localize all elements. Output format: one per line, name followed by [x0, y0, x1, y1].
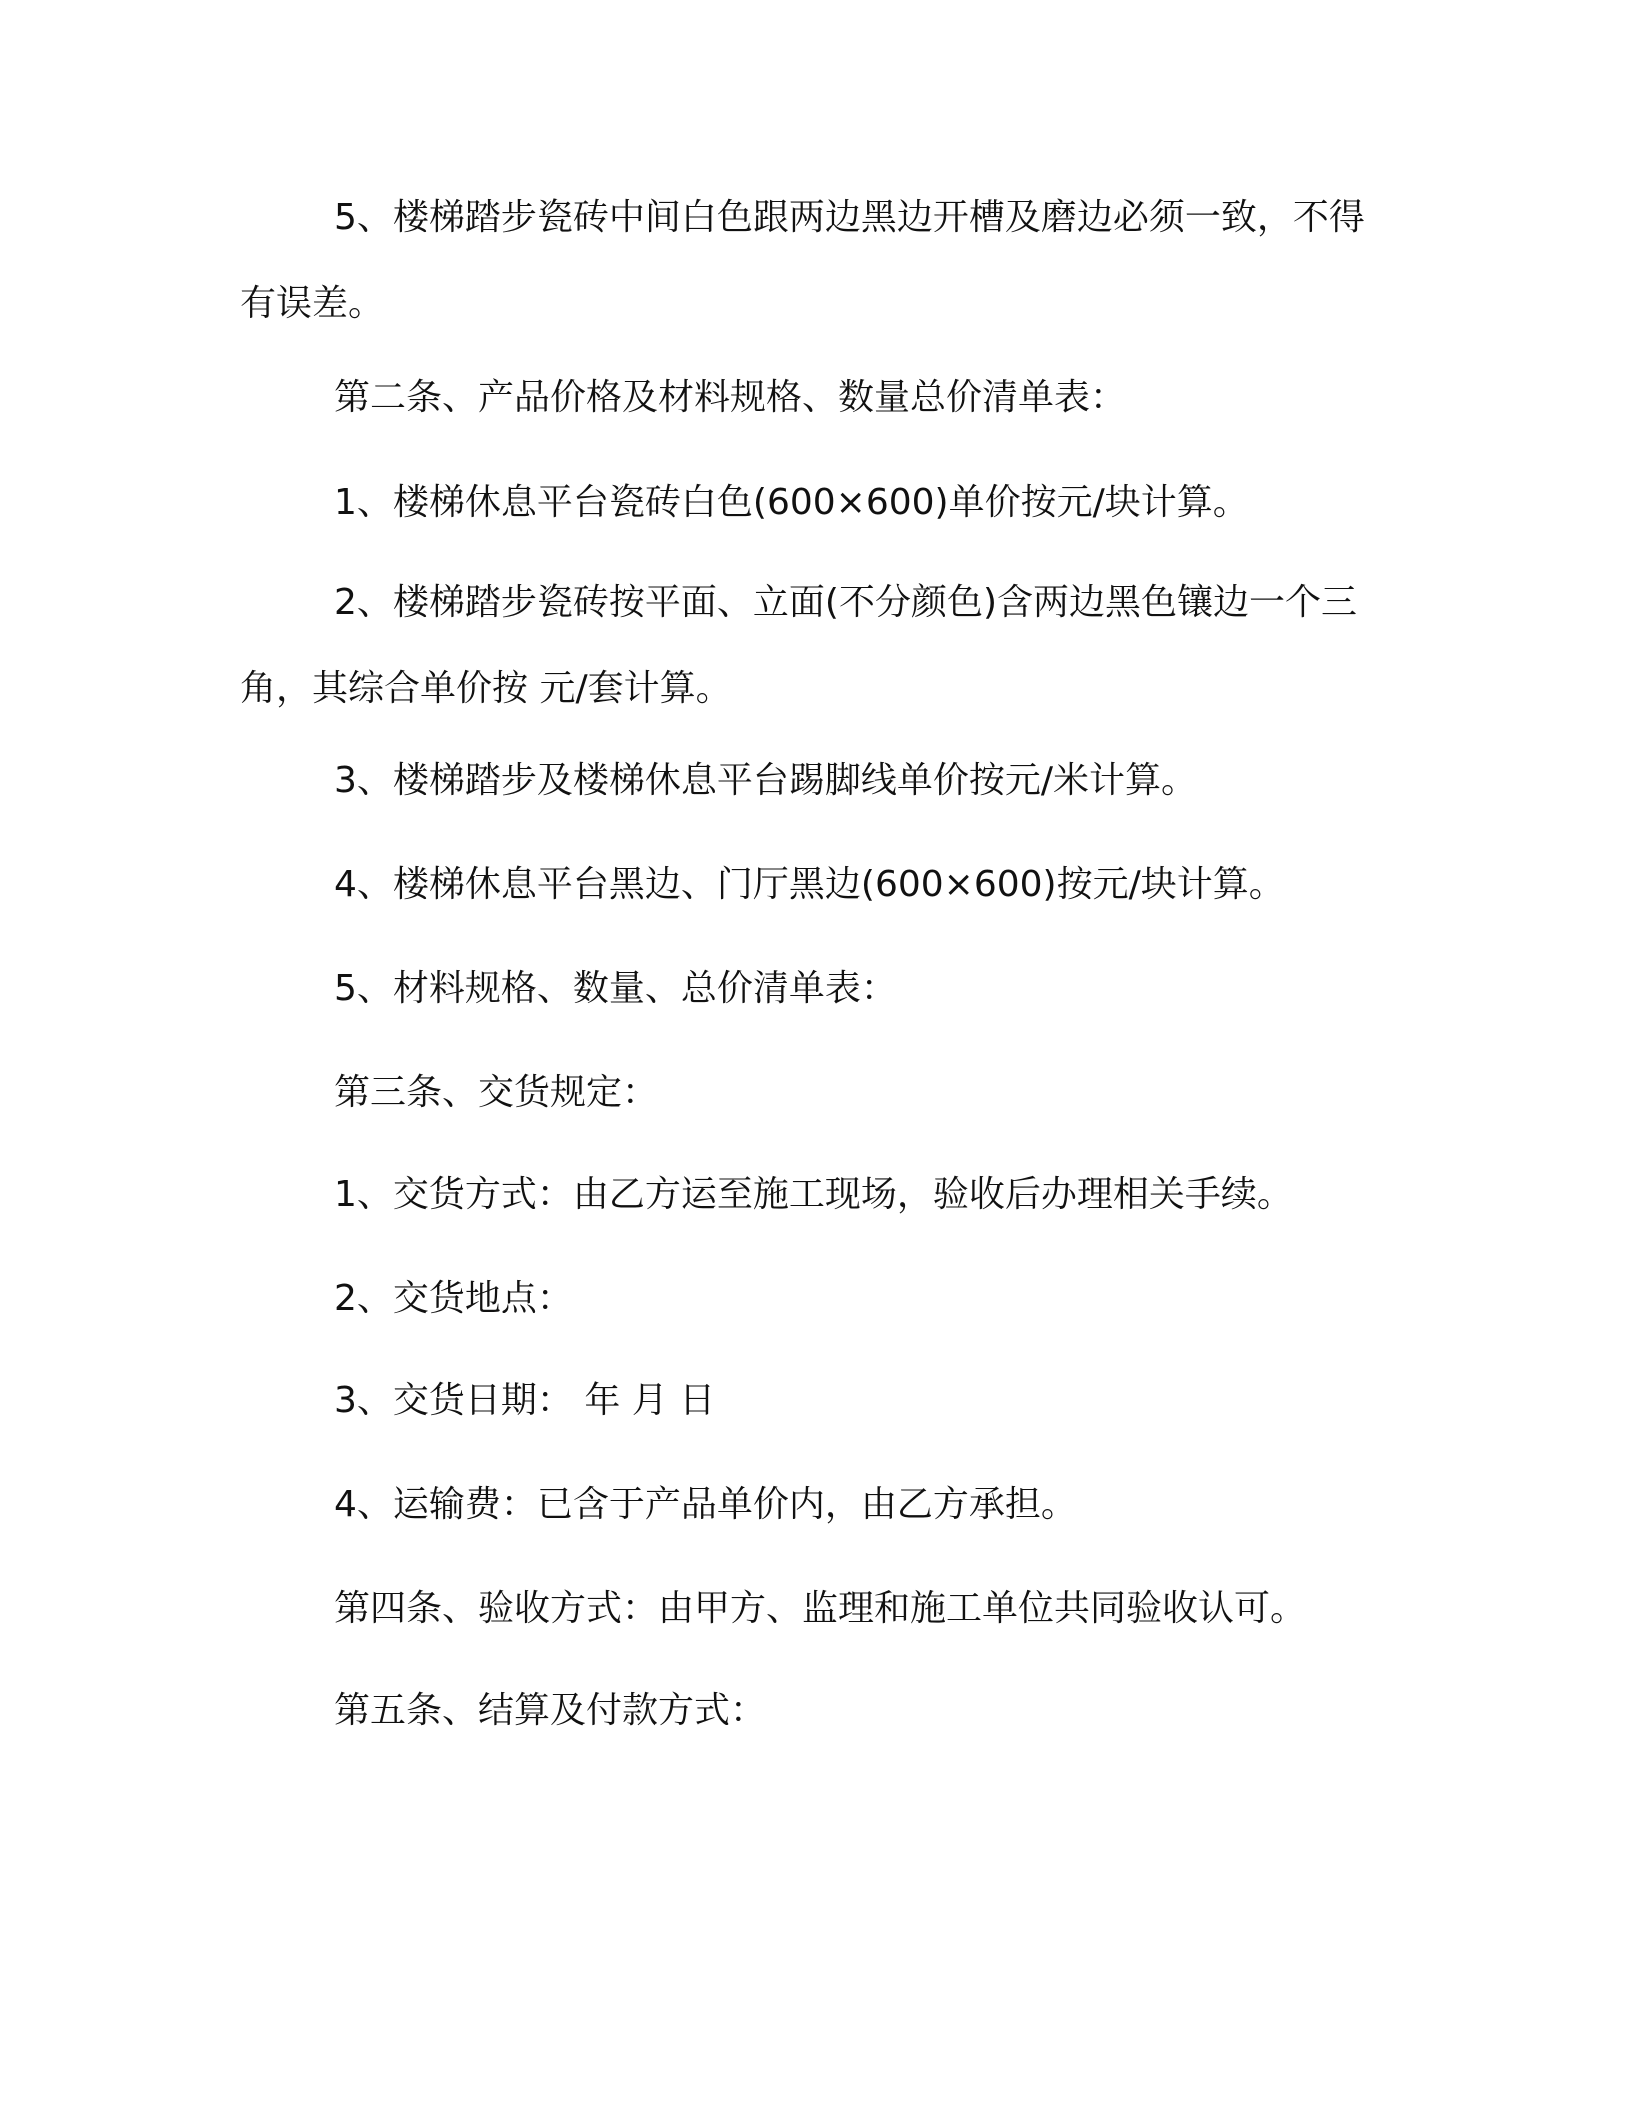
paragraph-article-5-heading: 第五条、结算及付款方式：: [334, 1690, 767, 1731]
paragraph-price-item-5: 5、材料规格、数量、总价清单表：: [334, 968, 897, 1009]
paragraph-article-4-acceptance: 第四条、验收方式：由甲方、监理和施工单位共同验收认可。: [334, 1588, 1307, 1629]
paragraph-delivery-date: 3、交货日期： 年 月 日: [334, 1380, 716, 1421]
paragraph-stair-tile-grooving: 5、楼梯踏步瓷砖中间白色跟两边黑边开槽及磨边必须一致，不得有误差。: [240, 197, 1365, 324]
paragraph-price-item-4: 4、楼梯休息平台黑边、门厅黑边(600×600)按元/块计算。: [334, 864, 1285, 905]
paragraph-price-item-1: 1、楼梯休息平台瓷砖白色(600×600)单价按元/块计算。: [334, 482, 1249, 523]
paragraph-article-2-heading: 第二条、产品价格及材料规格、数量总价清单表：: [334, 377, 1127, 418]
paragraph-article-3-heading: 第三条、交货规定：: [334, 1072, 659, 1113]
paragraph-delivery-location: 2、交货地点：: [334, 1278, 573, 1319]
paragraph-transport-fee: 4、运输费：已含于产品单价内，由乙方承担。: [334, 1484, 1077, 1525]
paragraph-delivery-method: 1、交货方式：由乙方运至施工现场，验收后办理相关手续。: [334, 1174, 1293, 1215]
paragraph-price-item-2: 2、楼梯踏步瓷砖按平面、立面(不分颜色)含两边黑色镶边一个三角，其综合单价按 元/套计算。: [240, 582, 1357, 709]
paragraph-price-item-3: 3、楼梯踏步及楼梯休息平台踢脚线单价按元/米计算。: [334, 760, 1198, 801]
